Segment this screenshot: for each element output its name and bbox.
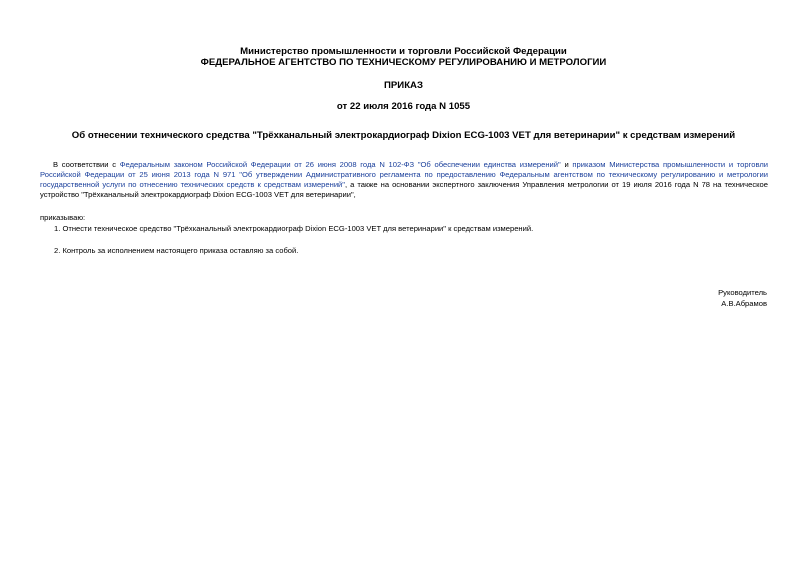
federal-law-link[interactable]: Федеральным законом Российской Федерации от 26 июня 2008 года N 102-ФЗ "Об обеспечении единства измерений"	[119, 160, 561, 169]
ordering-phrase: приказываю:	[40, 213, 86, 222]
document-title: Об отнесении технического средства "Трёхканальный электрокардиограф Dixion ECG-1003 VET для ветеринарии" к средствам измерений	[71, 130, 736, 141]
document-type: ПРИКАЗ	[384, 80, 423, 91]
document-date: от 22 июля 2016 года N 1055	[336, 101, 471, 112]
signatory-position: Руководитель	[718, 288, 767, 297]
ministry-name: Министерство промышленности и торговли Российской Федерации	[240, 46, 567, 57]
order-item-1: 1. Отнести техническое средство "Трёхканальный электрокардиограф Dixion ECG-1003 VET для ветеринарии" к средствам измерений.	[54, 224, 534, 233]
intro-paragraph	[40, 160, 768, 200]
signatory-name: А.В.Абрамов	[721, 299, 767, 308]
ministry-order-link[interactable]: приказом Министерства промышленности и торговли Российской Федерации от 25 июня 2013 года N 971 "Об утверждении Административного регламента по предоставлению Федеральным агентством по техническому регулированию и метрологии государственной услуги по отнесению технических средств к средствам измерений"	[40, 160, 768, 190]
intro-text-part3: , а также на основании экспертного заключения Управления метрологии от 19 июля 2016 года N 78 на техническое устройство "Трёхканальный электрокардиограф Dixion ECG-1003 VET для ветеринарии",	[40, 180, 768, 200]
order-item-2: 2. Контроль за исполнением настоящего приказа оставляю за собой.	[54, 246, 299, 255]
intro-text-part2: и	[560, 160, 573, 169]
intro-text-part1: В соответствии с	[53, 160, 120, 169]
agency-name: ФЕДЕРАЛЬНОЕ АГЕНТСТВО ПО ТЕХНИЧЕСКОМУ РЕГУЛИРОВАНИЮ И МЕТРОЛОГИИ	[200, 57, 607, 68]
